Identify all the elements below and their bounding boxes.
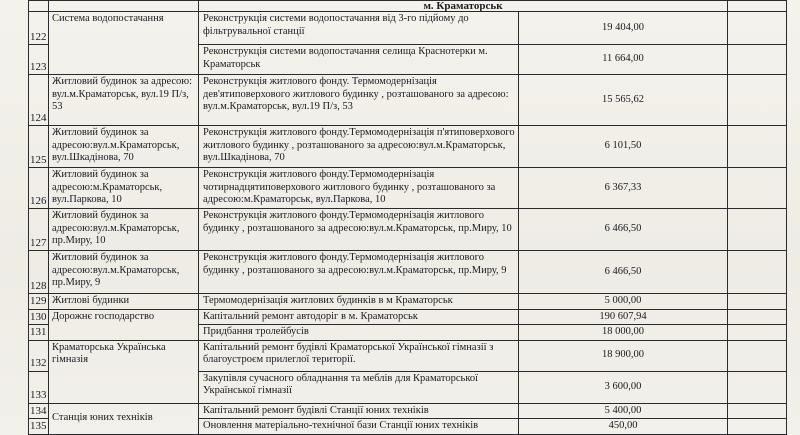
amount-cell: 5 400,00 bbox=[519, 403, 728, 419]
table-row bbox=[29, 126, 787, 168]
object-cell: Житловий будинок за адресою:вул.м.Краматорськ, вул.Шкадінова, 70 bbox=[49, 126, 199, 168]
work-cell: Реконструкція житлового фонду.Термомодернізація чотирнадцятиповерхового житлового будинку , розташованого за адресою:м.Краматорськ, вул.Паркова, 10 bbox=[199, 168, 519, 209]
object-cell: Дорожнє господарство bbox=[49, 309, 199, 340]
amount-cell: 3 600,00 bbox=[519, 371, 728, 403]
object-cell: Житловий будинок за адресою:вул.м.Краматорськ, пр.Миру, 10 bbox=[49, 209, 199, 251]
row-number: 133 bbox=[29, 371, 49, 403]
work-cell: Капітальний ремонт будівлі Станції юних техніків bbox=[199, 403, 519, 419]
row-number: 129 bbox=[30, 295, 47, 307]
work-cell: Реконструкція системи водопостачання від 3-го підйому до фільтрувальної станції bbox=[199, 12, 519, 45]
row-number: 125 bbox=[29, 126, 49, 168]
city-heading: м. Краматорськ bbox=[199, 1, 728, 12]
row-number: 135 bbox=[30, 420, 47, 432]
row-number: 127 bbox=[29, 209, 49, 251]
table-row bbox=[29, 403, 787, 419]
work-cell: Придбання тролейбусів bbox=[199, 325, 519, 341]
amount-cell: 15 565,62 bbox=[519, 75, 728, 126]
work-cell: Капітальний ремонт автодоріг в м. Краматорськ bbox=[199, 309, 519, 325]
work-cell: Закупівля сучасного обладнання та меблів для Краматорської Української гімназії bbox=[199, 371, 519, 403]
funding-table bbox=[28, 0, 787, 435]
object-cell: Краматорська Українська гімназія bbox=[49, 340, 199, 403]
header-row bbox=[29, 1, 787, 12]
table-row bbox=[29, 251, 787, 294]
table-row bbox=[29, 12, 787, 45]
object-cell: Станція юних техніків bbox=[49, 403, 199, 434]
work-cell: Оновлення матеріально-технічної бази Станції юних техніків bbox=[199, 419, 519, 435]
work-cell: Капітальний ремонт будівлі Краматорської Української гімназії з благоустроєм прилеглої території. bbox=[199, 340, 519, 371]
table-row bbox=[29, 340, 787, 371]
row-number: 130 bbox=[30, 310, 47, 323]
work-cell: Термомодернізація житлових будинків в м Краматорськ bbox=[199, 294, 519, 310]
amount-cell: 5 000,00 bbox=[519, 294, 728, 310]
table-row bbox=[29, 168, 787, 209]
amount-cell: 450,00 bbox=[519, 419, 728, 435]
row-number: 123 bbox=[29, 45, 49, 75]
row-number: 132 bbox=[29, 340, 49, 371]
work-cell: Реконструкція житлового фонду.Термомодернізація п'ятиповерхового житлового будинку , розташованого за адресою:вул.м.Краматорськ, вул.Шкадінова, 70 bbox=[199, 126, 519, 168]
row-number: 134 bbox=[30, 404, 47, 417]
object-cell: Житловий будинок за адресою:м.Краматорськ, вул.Паркова, 10 bbox=[49, 168, 199, 209]
object-cell: Житловий будинок за адресою: вул.м.Краматорськ, вул.19 П/з, 53 bbox=[49, 75, 199, 126]
amount-cell: 18 900,00 bbox=[519, 340, 728, 371]
work-cell: Реконструкція системи водопостачання селища Краснотерки м. Краматорськ bbox=[199, 45, 519, 75]
object-cell: Система водопостачання bbox=[49, 12, 199, 75]
amount-cell: 11 664,00 bbox=[519, 45, 728, 75]
row-number: 126 bbox=[29, 168, 49, 209]
amount-cell: 6 101,50 bbox=[519, 126, 728, 168]
amount-cell: 190 607,94 bbox=[519, 309, 728, 325]
object-cell: Житловий будинок за адресою:вул.м.Краматорськ, пр.Миру, 9 bbox=[49, 251, 199, 294]
row-number: 131 bbox=[30, 326, 47, 338]
row-number: 124 bbox=[29, 75, 49, 126]
amount-cell: 6 367,33 bbox=[519, 168, 728, 209]
amount-cell: 6 466,50 bbox=[519, 251, 728, 294]
table-row bbox=[29, 309, 787, 325]
work-cell: Реконструкція житлового фонду. Термомодернізація дев'ятиповерхового житлового будинку , розташованого за адресою: вул.м.Краматорськ, вул.19 П/з, 53 bbox=[199, 75, 519, 126]
amount-cell: 18 000,00 bbox=[519, 325, 728, 341]
table-row bbox=[29, 294, 787, 310]
amount-cell: 6 466,50 bbox=[519, 209, 728, 251]
amount-cell: 19 404,00 bbox=[519, 12, 728, 45]
object-cell: Житлові будинки bbox=[49, 294, 199, 310]
table-row bbox=[29, 209, 787, 251]
row-number: 128 bbox=[29, 251, 49, 294]
work-cell: Реконструкція житлового фонду.Термомодернізація житлового будинку , розташованого за адресою:вул.м.Краматорськ, пр.Миру, 10 bbox=[199, 209, 519, 251]
table-row bbox=[29, 75, 787, 126]
work-cell: Реконструкція житлового фонду.Термомодернізація житлового будинку , розташованого за адресою:вул.м.Краматорськ, пр.Миру, 9 bbox=[199, 251, 519, 294]
row-number: 122 bbox=[29, 12, 49, 45]
